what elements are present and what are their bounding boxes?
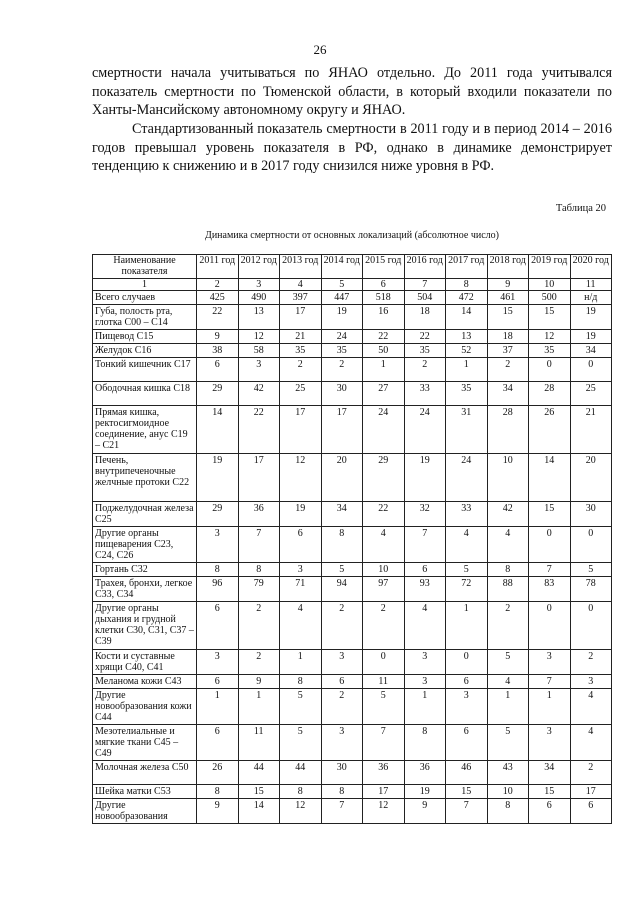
value-cell: 24 (321, 330, 363, 344)
value-cell: 2 (321, 358, 363, 382)
value-cell: 5 (280, 725, 322, 761)
value-cell: 25 (280, 382, 322, 406)
value-cell: 2 (570, 650, 612, 675)
value-cell: 44 (280, 761, 322, 785)
value-cell: 397 (280, 291, 322, 305)
table-row (93, 330, 612, 344)
index-cell: 7 (404, 279, 446, 291)
value-cell: 3 (321, 725, 363, 761)
value-cell: 15 (529, 502, 571, 527)
header-year: 2016 год (404, 255, 446, 279)
row-label: Губа, полость рта, глотка С00 – С14 (93, 305, 197, 330)
paragraph-1: смертности начала учитываться по ЯНАО отдельно. До 2011 года учитывался показатель смертности по Тюменской области, в который входили показатели по Ханты-Мансийскому автономному округу и ЯНАО. (92, 65, 612, 118)
value-cell: 8 (321, 785, 363, 799)
row-label: Пищевод С15 (93, 330, 197, 344)
value-cell: 19 (570, 330, 612, 344)
header-year: 2012 год (238, 255, 280, 279)
value-cell: 8 (238, 563, 280, 577)
value-cell: 33 (404, 382, 446, 406)
value-cell: 35 (404, 344, 446, 358)
value-cell: 11 (238, 725, 280, 761)
value-cell: 26 (529, 406, 571, 454)
value-cell: 44 (238, 761, 280, 785)
value-cell: 17 (280, 406, 322, 454)
value-cell: 52 (446, 344, 488, 358)
value-cell: 22 (363, 330, 405, 344)
value-cell: 93 (404, 577, 446, 602)
value-cell: 5 (446, 563, 488, 577)
value-cell: 21 (280, 330, 322, 344)
mortality-table (92, 254, 612, 824)
value-cell: 0 (529, 527, 571, 563)
value-cell: 2 (280, 358, 322, 382)
value-cell: 19 (404, 454, 446, 502)
value-cell: 10 (363, 563, 405, 577)
row-label: Другие новообразования кожи С44 (93, 689, 197, 725)
value-cell: 9 (197, 330, 239, 344)
table-row (93, 502, 612, 527)
value-cell: 0 (570, 602, 612, 650)
index-cell: 10 (529, 279, 571, 291)
value-cell: 17 (363, 785, 405, 799)
table-row (93, 291, 612, 305)
row-label: Кости и суставные хрящи С40, С41 (93, 650, 197, 675)
value-cell: 29 (197, 382, 239, 406)
row-label: Другие новообразования (93, 799, 197, 824)
table-row (93, 725, 612, 761)
value-cell: 19 (570, 305, 612, 330)
value-cell: 13 (446, 330, 488, 344)
value-cell: 6 (280, 527, 322, 563)
value-cell: 19 (321, 305, 363, 330)
value-cell: 20 (321, 454, 363, 502)
value-cell: 78 (570, 577, 612, 602)
value-cell: 0 (363, 650, 405, 675)
value-cell: 83 (529, 577, 571, 602)
header-year: 2014 год (321, 255, 363, 279)
row-label: Молочная железа С50 (93, 761, 197, 785)
value-cell: 12 (529, 330, 571, 344)
value-cell: 6 (529, 799, 571, 824)
value-cell: 2 (321, 689, 363, 725)
value-cell: 42 (487, 502, 529, 527)
value-cell: 8 (197, 563, 239, 577)
value-cell: 3 (197, 527, 239, 563)
table-row (93, 675, 612, 689)
value-cell: 15 (446, 785, 488, 799)
value-cell: 1 (446, 602, 488, 650)
value-cell: 35 (529, 344, 571, 358)
value-cell: 79 (238, 577, 280, 602)
value-cell: 4 (363, 527, 405, 563)
value-cell: 1 (197, 689, 239, 725)
value-cell: 9 (404, 799, 446, 824)
value-cell: 26 (197, 761, 239, 785)
value-cell: 25 (570, 382, 612, 406)
value-cell: 447 (321, 291, 363, 305)
value-cell: 32 (404, 502, 446, 527)
value-cell: 0 (529, 358, 571, 382)
table-row (93, 527, 612, 563)
page-number: 26 (313, 42, 327, 57)
value-cell: 2 (321, 602, 363, 650)
value-cell: 1 (446, 358, 488, 382)
value-cell: 58 (238, 344, 280, 358)
value-cell: 1 (487, 689, 529, 725)
value-cell: 71 (280, 577, 322, 602)
value-cell: 518 (363, 291, 405, 305)
value-cell: 12 (363, 799, 405, 824)
value-cell: 6 (321, 675, 363, 689)
value-cell: 15 (238, 785, 280, 799)
row-label: Всего случаев (93, 291, 197, 305)
index-cell: 6 (363, 279, 405, 291)
value-cell: 8 (197, 785, 239, 799)
value-cell: 94 (321, 577, 363, 602)
value-cell: 17 (570, 785, 612, 799)
value-cell: 10 (487, 454, 529, 502)
value-cell: 6 (197, 725, 239, 761)
value-cell: 8 (404, 725, 446, 761)
value-cell: 35 (321, 344, 363, 358)
value-cell: 19 (280, 502, 322, 527)
value-cell: 4 (487, 527, 529, 563)
value-cell: 7 (529, 563, 571, 577)
table-row (93, 344, 612, 358)
value-cell: 12 (280, 799, 322, 824)
value-cell: 2 (238, 650, 280, 675)
value-cell: 50 (363, 344, 405, 358)
value-cell: 35 (446, 382, 488, 406)
value-cell: 3 (404, 675, 446, 689)
value-cell: 11 (363, 675, 405, 689)
value-cell: 29 (197, 502, 239, 527)
table-row (93, 577, 612, 602)
value-cell: 2 (238, 602, 280, 650)
value-cell: 17 (280, 305, 322, 330)
value-cell: 28 (529, 382, 571, 406)
header-year: 2013 год (280, 255, 322, 279)
value-cell: 6 (197, 602, 239, 650)
value-cell: 19 (197, 454, 239, 502)
value-cell: 5 (280, 689, 322, 725)
value-cell: 6 (197, 358, 239, 382)
index-cell: 1 (93, 279, 197, 291)
value-cell: 461 (487, 291, 529, 305)
value-cell: 8 (280, 785, 322, 799)
value-cell: 43 (487, 761, 529, 785)
value-cell: 2 (404, 358, 446, 382)
value-cell: 35 (280, 344, 322, 358)
index-cell: 11 (570, 279, 612, 291)
header-year: 2017 год (446, 255, 488, 279)
value-cell: 3 (197, 650, 239, 675)
value-cell: 7 (404, 527, 446, 563)
index-cell: 2 (197, 279, 239, 291)
value-cell: 22 (404, 330, 446, 344)
row-label: Мезотелиальные и мягкие ткани С45 – С49 (93, 725, 197, 761)
value-cell: 3 (280, 563, 322, 577)
table-row (93, 602, 612, 650)
value-cell: 13 (238, 305, 280, 330)
value-cell: 18 (404, 305, 446, 330)
table-row (93, 650, 612, 675)
value-cell: 22 (363, 502, 405, 527)
value-cell: 6 (446, 725, 488, 761)
value-cell: 14 (238, 799, 280, 824)
value-cell: 6 (404, 563, 446, 577)
index-row (93, 279, 612, 291)
value-cell: 3 (570, 675, 612, 689)
value-cell: 34 (487, 382, 529, 406)
header-year: 2018 год (487, 255, 529, 279)
value-cell: 5 (487, 725, 529, 761)
value-cell: 3 (321, 650, 363, 675)
value-cell: 30 (570, 502, 612, 527)
value-cell: 34 (570, 344, 612, 358)
value-cell: 3 (529, 725, 571, 761)
header-row (93, 255, 612, 279)
value-cell: 12 (238, 330, 280, 344)
value-cell: 97 (363, 577, 405, 602)
row-label: Гортань С32 (93, 563, 197, 577)
value-cell: 3 (404, 650, 446, 675)
value-cell: 16 (363, 305, 405, 330)
value-cell: 31 (446, 406, 488, 454)
value-cell: 36 (404, 761, 446, 785)
table-row (93, 305, 612, 330)
row-label: Желудок С16 (93, 344, 197, 358)
value-cell: 1 (238, 689, 280, 725)
value-cell: 34 (529, 761, 571, 785)
value-cell: 472 (446, 291, 488, 305)
header-year: 2015 год (363, 255, 405, 279)
header-year: 2011 год (197, 255, 239, 279)
value-cell: 33 (446, 502, 488, 527)
value-cell: 2 (570, 761, 612, 785)
value-cell: 5 (363, 689, 405, 725)
value-cell: 9 (197, 799, 239, 824)
value-cell: 12 (280, 454, 322, 502)
table-row (93, 454, 612, 502)
value-cell: 36 (363, 761, 405, 785)
value-cell: 18 (487, 330, 529, 344)
value-cell: 1 (404, 689, 446, 725)
table-title: Динамика смертности от основных локализаций (абсолютное число) (205, 230, 499, 241)
index-cell: 5 (321, 279, 363, 291)
value-cell: 29 (363, 454, 405, 502)
index-cell: 4 (280, 279, 322, 291)
value-cell: 2 (363, 602, 405, 650)
value-cell: 4 (446, 527, 488, 563)
value-cell: 1 (529, 689, 571, 725)
value-cell: 20 (570, 454, 612, 502)
table-number: Таблица 20 (555, 203, 606, 214)
value-cell: 7 (446, 799, 488, 824)
table-row (93, 382, 612, 406)
value-cell: 1 (280, 650, 322, 675)
value-cell: 17 (321, 406, 363, 454)
value-cell: 0 (529, 602, 571, 650)
value-cell: 34 (321, 502, 363, 527)
value-cell: 500 (529, 291, 571, 305)
value-cell: 30 (321, 761, 363, 785)
value-cell: 4 (570, 725, 612, 761)
value-cell: 490 (238, 291, 280, 305)
row-label: Другие органы пищеварения С23, С24, С26 (93, 527, 197, 563)
value-cell: 8 (280, 675, 322, 689)
value-cell: 8 (487, 799, 529, 824)
index-cell: 9 (487, 279, 529, 291)
value-cell: 15 (487, 305, 529, 330)
value-cell: 7 (238, 527, 280, 563)
value-cell: 14 (197, 406, 239, 454)
header-year: 2020 год (570, 255, 612, 279)
table-row (93, 563, 612, 577)
value-cell: 4 (404, 602, 446, 650)
value-cell: 6 (197, 675, 239, 689)
value-cell: 38 (197, 344, 239, 358)
header-name: Наименование показателя (93, 255, 197, 279)
paragraph-2: Стандартизованный показатель смертности в 2011 году и в период 2014 – 2016 годов превышал уровень показателя в РФ, однако в динамике демонстрирует тенденцию к снижению и в 2017 году снизился ниже уровня в РФ. (92, 121, 612, 174)
value-cell: 37 (487, 344, 529, 358)
table-row (93, 689, 612, 725)
value-cell: 21 (570, 406, 612, 454)
value-cell: 30 (321, 382, 363, 406)
value-cell: 3 (446, 689, 488, 725)
value-cell: 3 (238, 358, 280, 382)
value-cell: 3 (529, 650, 571, 675)
row-label: Трахея, бронхи, легкое С33, С34 (93, 577, 197, 602)
value-cell: 96 (197, 577, 239, 602)
value-cell: 4 (280, 602, 322, 650)
value-cell: 2 (487, 602, 529, 650)
value-cell: 8 (321, 527, 363, 563)
row-label: Меланома кожи С43 (93, 675, 197, 689)
row-label: Другие органы дыхания и грудной клетки С30, С31, С37 – С39 (93, 602, 197, 650)
value-cell: 4 (487, 675, 529, 689)
value-cell: 19 (404, 785, 446, 799)
row-label: Прямая кишка, ректосигмоидное соединение, анус С19 – С21 (93, 406, 197, 454)
value-cell: 9 (238, 675, 280, 689)
value-cell: н/д (570, 291, 612, 305)
value-cell: 42 (238, 382, 280, 406)
value-cell: 22 (238, 406, 280, 454)
table-row (93, 406, 612, 454)
value-cell: 504 (404, 291, 446, 305)
value-cell: 7 (363, 725, 405, 761)
value-cell: 6 (446, 675, 488, 689)
index-cell: 8 (446, 279, 488, 291)
value-cell: 36 (238, 502, 280, 527)
value-cell: 5 (321, 563, 363, 577)
value-cell: 14 (446, 305, 488, 330)
value-cell: 8 (487, 563, 529, 577)
value-cell: 2 (487, 358, 529, 382)
row-label: Поджелудочная железа С25 (93, 502, 197, 527)
value-cell: 28 (487, 406, 529, 454)
value-cell: 7 (321, 799, 363, 824)
value-cell: 5 (570, 563, 612, 577)
value-cell: 24 (363, 406, 405, 454)
value-cell: 24 (404, 406, 446, 454)
value-cell: 1 (363, 358, 405, 382)
value-cell: 14 (529, 454, 571, 502)
value-cell: 22 (197, 305, 239, 330)
value-cell: 0 (570, 358, 612, 382)
value-cell: 88 (487, 577, 529, 602)
value-cell: 6 (570, 799, 612, 824)
table-row (93, 799, 612, 824)
value-cell: 46 (446, 761, 488, 785)
value-cell: 10 (487, 785, 529, 799)
value-cell: 15 (529, 785, 571, 799)
header-year: 2019 год (529, 255, 571, 279)
row-label: Тонкий кишечник С17 (93, 358, 197, 382)
table-row (93, 358, 612, 382)
row-label: Ободочная кишка С18 (93, 382, 197, 406)
value-cell: 0 (570, 527, 612, 563)
value-cell: 27 (363, 382, 405, 406)
value-cell: 7 (529, 675, 571, 689)
table-row (93, 761, 612, 785)
table-row (93, 785, 612, 799)
value-cell: 17 (238, 454, 280, 502)
row-label: Шейка матки С53 (93, 785, 197, 799)
value-cell: 4 (570, 689, 612, 725)
value-cell: 425 (197, 291, 239, 305)
value-cell: 72 (446, 577, 488, 602)
value-cell: 15 (529, 305, 571, 330)
value-cell: 24 (446, 454, 488, 502)
value-cell: 0 (446, 650, 488, 675)
index-cell: 3 (238, 279, 280, 291)
value-cell: 5 (487, 650, 529, 675)
row-label: Печень, внутрипеченочные желчные протоки С22 (93, 454, 197, 502)
